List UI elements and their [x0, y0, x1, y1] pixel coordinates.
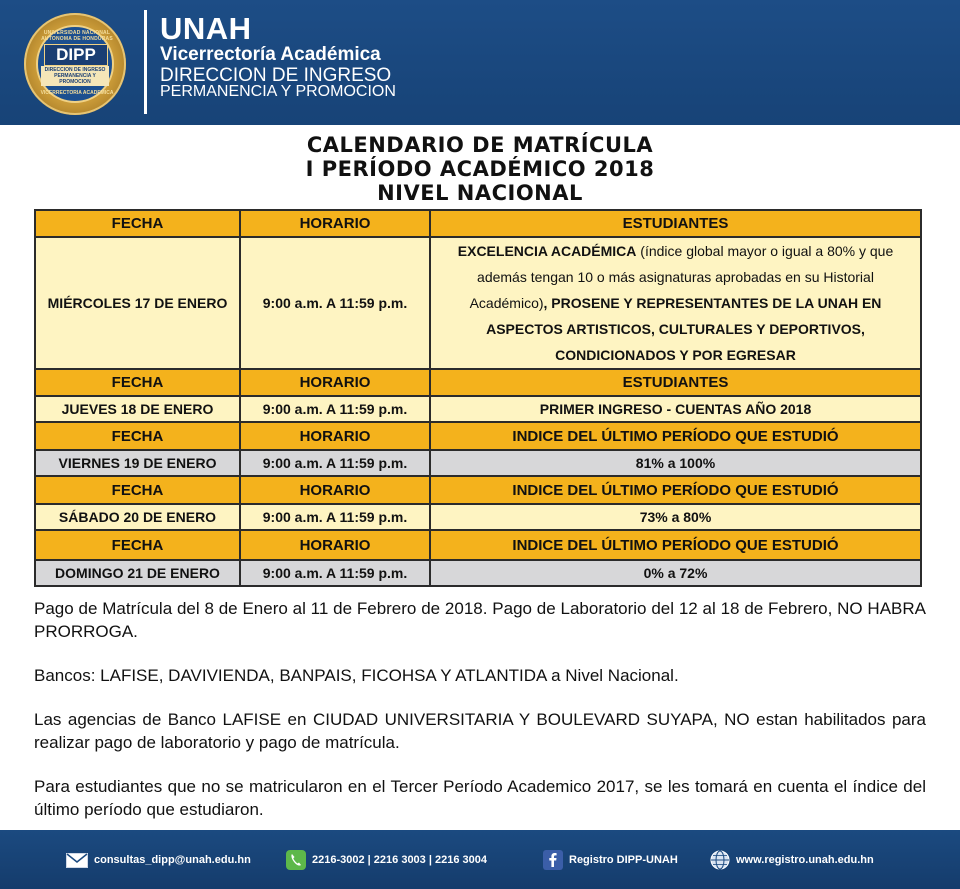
header-indice: INDICE DEL ÚLTIMO PERÍODO QUE ESTUDIÓ	[431, 423, 920, 449]
row-estudiantes: EXCELENCIA ACADÉMICA (índice global mayor o igual a 80% y que además tengan 10 o más asignaturas aprobadas en su Historial Académico), PROSENE Y REPRESENTANTES DE LA UNAH EN ASPECTOS ARTISTICOS, CULTURALES Y DEPORTIVOS, CONDICIONADOS Y POR EGRESAR	[431, 238, 920, 368]
row-horario: 9:00 a.m. A 11:59 p.m.	[241, 505, 429, 529]
row-horario: 9:00 a.m. A 11:59 p.m.	[241, 561, 429, 585]
header-horario: HORARIO	[241, 370, 429, 395]
row-fecha: JUEVES 18 DE ENERO	[36, 397, 239, 421]
globe-icon	[710, 850, 730, 870]
header-indice: INDICE DEL ÚLTIMO PERÍODO QUE ESTUDIÓ	[431, 477, 920, 503]
header-divider	[144, 10, 147, 114]
header-banner	[0, 0, 960, 125]
dipp-seal-logo	[24, 13, 126, 115]
note-paragraph: Bancos: LAFISE, DAVIVIENDA, BANPAIS, FICOHSA Y ATLANTIDA a Nivel Nacional.	[34, 666, 679, 685]
page-title	[0, 133, 960, 205]
note-paragraph: Para estudiantes que no se matricularon en el Tercer Período Academico 2017, se les tomará en cuenta el índice del último período que estudiaron.	[34, 777, 926, 819]
header-horario: HORARIO	[241, 211, 429, 236]
seal-band: DIRECCION DE INGRESO PERMANENCIA Y PROMOCION	[41, 66, 109, 86]
header-estudiantes: ESTUDIANTES	[431, 370, 920, 395]
footer-bar	[0, 830, 960, 889]
title-line2: I PERÍODO ACADÉMICO 2018	[305, 157, 655, 181]
row-detalle: PRIMER INGRESO - CUENTAS AÑO 2018	[431, 397, 920, 421]
footer-website[interactable]: www.registro.unah.edu.hn	[710, 850, 874, 870]
header-horario: HORARIO	[241, 531, 429, 559]
row-fecha: MIÉRCOLES 17 DE ENERO	[36, 238, 239, 368]
facebook-icon	[543, 850, 563, 870]
footer-email[interactable]: consultas_dipp@unah.edu.hn	[66, 850, 251, 870]
header-fecha: FECHA	[36, 370, 239, 395]
vicerrectoria-label: Vicerrectoría Académica	[160, 44, 381, 65]
row-fecha: DOMINGO 21 DE ENERO	[36, 561, 239, 585]
row-detalle: 73% a 80%	[431, 505, 920, 529]
envelope-icon	[66, 853, 88, 868]
header-fecha: FECHA	[36, 531, 239, 559]
header-fecha: FECHA	[36, 423, 239, 449]
notes-section	[34, 597, 926, 842]
header-fecha: FECHA	[36, 477, 239, 503]
footer-facebook[interactable]: Registro DIPP-UNAH	[543, 850, 678, 870]
org-name: UNAH	[160, 11, 252, 46]
header-horario: HORARIO	[241, 477, 429, 503]
row-fecha: VIERNES 19 DE ENERO	[36, 451, 239, 475]
seal-top-text: UNIVERSIDAD NACIONAL AUTONOMA DE HONDURAS	[41, 30, 113, 42]
header-horario: HORARIO	[241, 423, 429, 449]
row-horario: 9:00 a.m. A 11:59 p.m.	[241, 397, 429, 421]
seal-bottom-text: VICERRECTORIA ACADEMICA	[40, 90, 114, 96]
row-horario: 9:00 a.m. A 11:59 p.m.	[241, 238, 429, 368]
note-paragraph: Las agencias de Banco LAFISE en CIUDAD UNIVERSITARIA Y BOULEVARD SUYAPA, NO estan habilitados para realizar pago de laboratorio y pago de matrícula.	[34, 710, 926, 752]
row-detalle: 81% a 100%	[431, 451, 920, 475]
title-line3: NIVEL NACIONAL	[377, 181, 583, 205]
header-indice: INDICE DEL ÚLTIMO PERÍODO QUE ESTUDIÓ	[431, 531, 920, 559]
row-fecha: SÁBADO 20 DE ENERO	[36, 505, 239, 529]
phone-icon	[286, 850, 306, 870]
seal-acronym: DIPP	[44, 44, 108, 66]
title-line1: CALENDARIO DE MATRÍCULA	[306, 133, 654, 157]
row-horario: 9:00 a.m. A 11:59 p.m.	[241, 451, 429, 475]
row-detalle: 0% a 72%	[431, 561, 920, 585]
footer-phones: 2216-3002 | 2216 3003 | 2216 3004	[286, 850, 487, 870]
note-paragraph: Pago de Matrícula del 8 de Enero al 11 de Febrero de 2018. Pago de Laboratorio del 12 al 18 de Febrero, NO HABRA PRORROGA.	[34, 599, 926, 641]
direccion-line1: DIRECCION DE INGRESO	[160, 65, 392, 86]
direccion-line2: PERMANENCIA Y PROMOCION	[160, 83, 396, 100]
header-fecha: FECHA	[36, 211, 239, 236]
schedule-table	[34, 209, 922, 587]
header-estudiantes: ESTUDIANTES	[431, 211, 920, 236]
